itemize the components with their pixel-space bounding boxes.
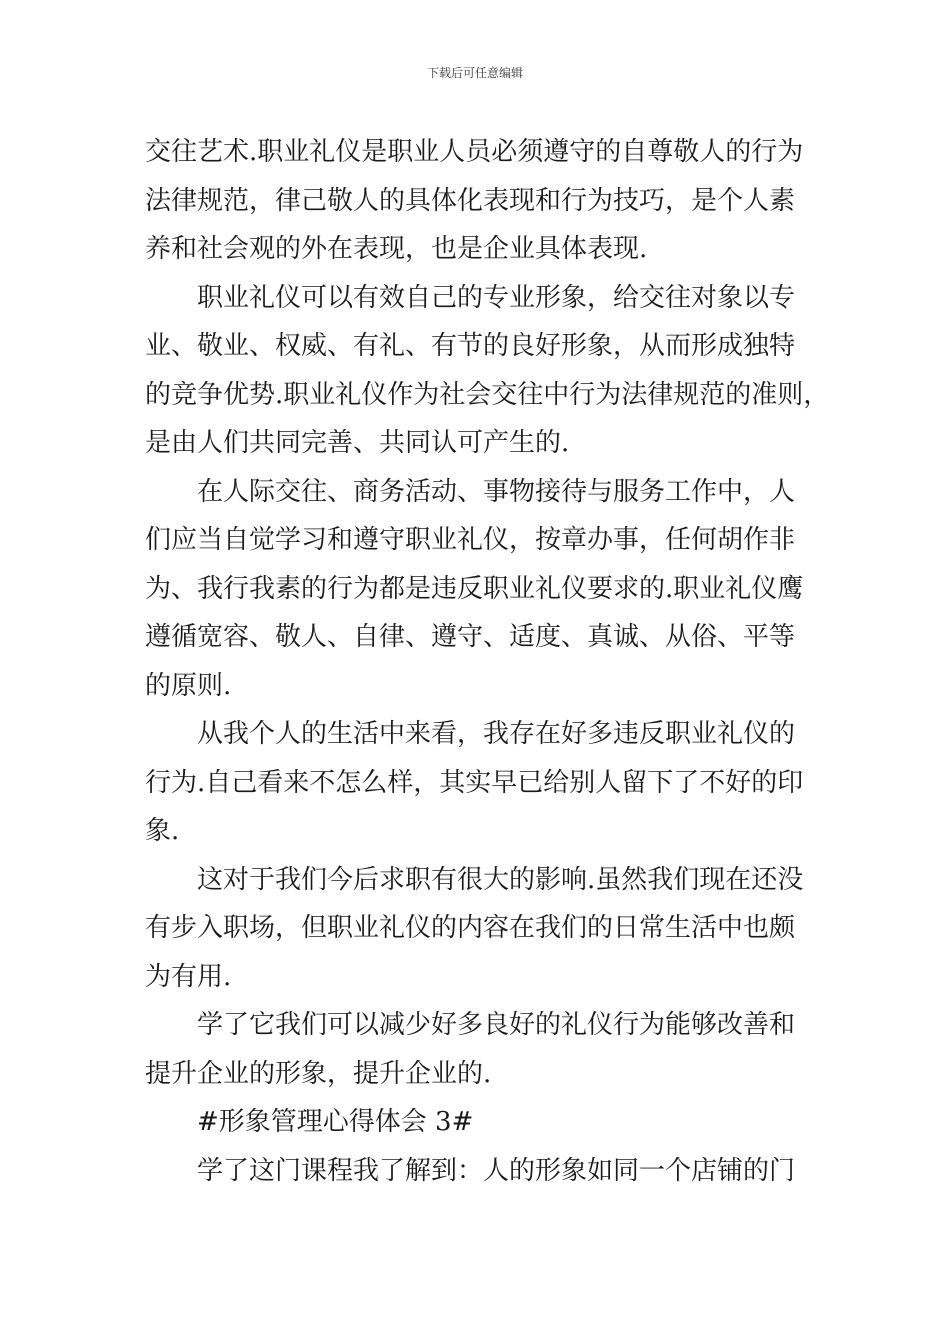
text-line: 象.	[145, 816, 180, 846]
text-line: 的原则.	[145, 670, 232, 701]
header-note: 下载后可任意编辑	[426, 66, 523, 80]
text-line: 的竞争优势.职业礼仪作为社会交往中行为法律规范的准则，	[145, 379, 830, 410]
section-heading: #形象管理心得体会 3#	[197, 1107, 474, 1137]
text-line: 职业礼仪可以有效自己的专业形象，给交往对象以专	[197, 282, 796, 313]
text-line: 交往艺术.职业礼仪是职业人员必须遵守的自尊敬人的行为	[145, 137, 804, 167]
text-line: 行为.自己看来不怎么样，其实早已给别人留下了不好的印	[145, 767, 804, 798]
text-line: 在人际交往、商务活动、事物接待与服务工作中，人	[197, 476, 796, 507]
text-line: 这对于我们今后求职有很大的影响.虽然我们现在还没	[197, 864, 804, 895]
text-line: 为有用.	[145, 961, 232, 992]
text-line: 们应当自觉学习和遵守职业礼仪，按章办事，任何胡作非	[145, 525, 796, 555]
text-line: 学了它我们可以减少好多良好的礼仪行为能够改善和	[197, 1010, 796, 1040]
text-line: 提升企业的形象，提升企业的.	[145, 1058, 492, 1089]
text-line: 是由人们共同完善、共同认可产生的.	[145, 428, 570, 458]
text-line: 从我个人的生活中来看，我存在好多违反职业礼仪的	[197, 719, 796, 749]
text-line: 有步入职场，但职业礼仪的内容在我们的日常生活中也颇	[145, 913, 796, 943]
text-line: 养和社会观的外在表现，也是企业具体表现.	[145, 234, 648, 264]
text-line: 学了这门课程我了解到：人的形象如同一个店铺的门	[197, 1155, 796, 1186]
text-line: 为、我行我素的行为都是违反职业礼仪要求的.职业礼仪鹰	[145, 573, 804, 604]
body-text	[145, 128, 830, 1195]
text-line: 业、敬业、权威、有礼、有节的良好形象，从而形成独特	[145, 331, 796, 361]
text-line: 法律规范，律己敬人的具体化表现和行为技巧，是个人素	[145, 185, 796, 216]
text-line: 遵循宽容、敬人、自律、遵守、适度、真诚、从俗、平等	[145, 622, 796, 652]
